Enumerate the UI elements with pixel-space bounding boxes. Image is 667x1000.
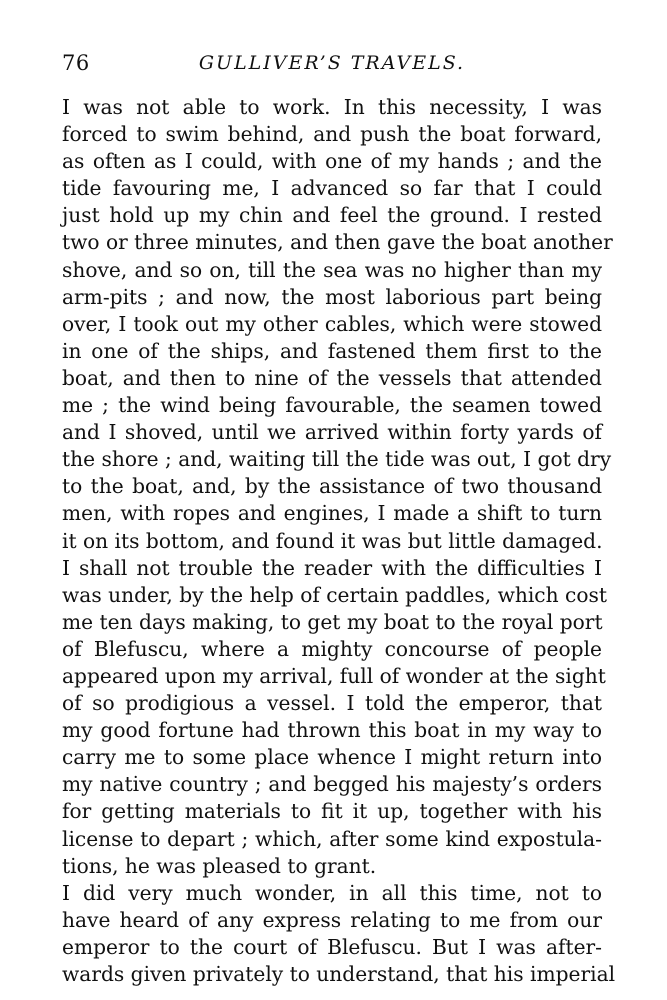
text-line: men, with ropes and engines, I made a shift to turn: [62, 501, 602, 526]
text-line: tions, he was pleased to grant.: [62, 853, 377, 878]
paragraph-1: [62, 94, 613, 555]
text-line: two or three minutes, and then gave the boat another: [62, 230, 613, 255]
page-number: 76: [62, 51, 90, 75]
text-line: have heard of any express relating to me from our: [62, 907, 602, 932]
text-line: for getting materials to fit it up, together with his: [62, 799, 602, 824]
text-line: me ; the wind being favourable, the seamen towed: [62, 393, 602, 418]
page-header: [62, 48, 602, 78]
text-line: tide favouring me, I advanced so far that I could: [62, 176, 602, 201]
text-line: wards given privately to understand, that his imperial: [62, 962, 616, 986]
text-line: over, I took out my other cables, which were stowed: [62, 311, 602, 336]
text-line: it on its bottom, and found it was but little damaged.: [62, 528, 603, 553]
text-line: to the boat, and, by the assistance of two thousand: [62, 474, 602, 499]
text-line: boat, and then to nine of the vessels that attended: [62, 365, 602, 390]
paragraph-2: [62, 555, 607, 880]
text-line: my native country ; and begged his majesty’s orders: [62, 772, 602, 797]
text-line: just hold up my chin and feel the ground. I rested: [62, 203, 602, 228]
text-line: as often as I could, with one of my hands ; and the: [62, 149, 602, 174]
text-line: my good fortune had thrown this boat in my way to: [62, 718, 602, 743]
text-line: I shall not trouble the reader with the difficulties I: [62, 555, 602, 580]
text-line: I was not able to work. In this necessity, I was: [62, 95, 602, 119]
book-page: [62, 48, 616, 988]
text-line: appeared upon my arrival, full of wonder at the sight: [62, 663, 606, 688]
text-line: license to depart ; which, after some kind expostula-: [62, 826, 602, 851]
text-line: me ten days making, to get my boat to the royal port: [62, 609, 603, 634]
text-line: of so prodigious a vessel. I told the emperor, that: [62, 691, 602, 716]
running-head-title: GULLIVER’S TRAVELS.: [198, 52, 466, 74]
text-line: and I shoved, until we arrived within forty yards of: [62, 420, 602, 445]
text-line: I did very much wonder, in all this time, not to: [62, 880, 602, 905]
paragraph-3: [62, 880, 616, 988]
text-line: shove, and so on, till the sea was no higher than my: [62, 257, 602, 282]
text-line: emperor to the court of Blefuscu. But I was after-: [62, 934, 602, 959]
text-line: the shore ; and, waiting till the tide was out, I got dry: [62, 447, 612, 472]
text-line: forced to swim behind, and push the boat forward,: [62, 122, 602, 147]
text-line: arm-pits ; and now, the most laborious part being: [62, 284, 602, 309]
text-line: of Blefuscu, where a mighty concourse of people: [62, 636, 602, 661]
text-line: carry me to some place whence I might return into: [62, 745, 602, 770]
body-text: [62, 94, 616, 988]
text-line: in one of the ships, and fastened them first to the: [62, 338, 602, 363]
text-line: was under, by the help of certain paddles, which cost: [62, 582, 607, 607]
